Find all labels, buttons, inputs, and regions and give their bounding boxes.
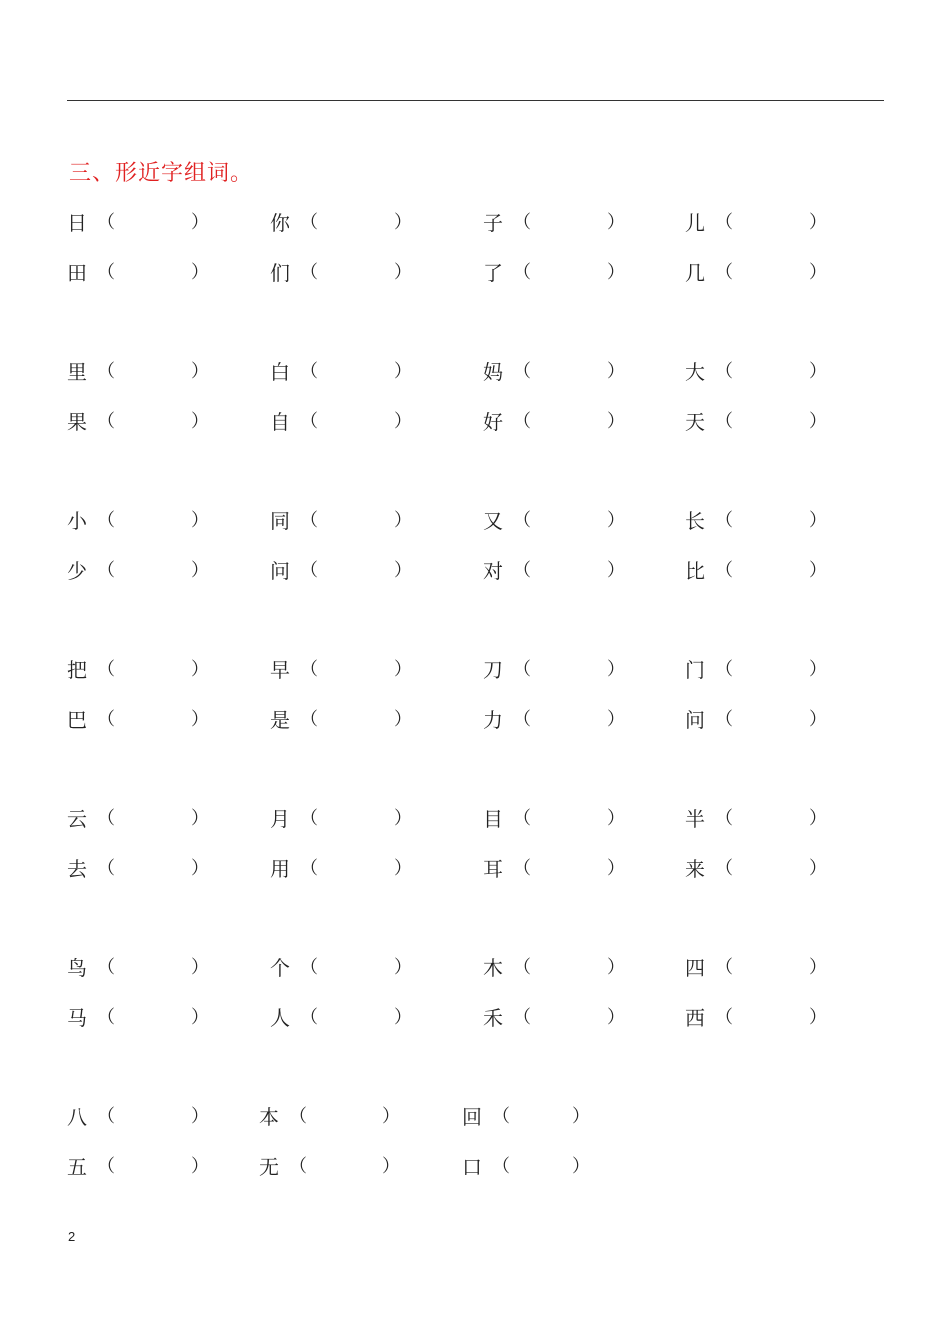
word-item [483, 655, 623, 685]
open-paren: （ [97, 560, 115, 581]
word-item [483, 705, 623, 735]
close-paren: ） [394, 262, 412, 283]
close-paren: ） [572, 1156, 590, 1177]
close-paren: ） [572, 1106, 590, 1127]
word-character: 西 [685, 1006, 705, 1030]
close-paren: ） [809, 957, 827, 978]
word-item [270, 357, 410, 387]
open-paren: （ [300, 212, 318, 233]
word-character: 来 [685, 857, 705, 881]
close-paren: ） [607, 709, 625, 730]
open-paren: （ [513, 560, 531, 581]
close-paren: ） [809, 510, 827, 531]
word-character: 是 [270, 708, 290, 732]
open-paren: （ [513, 808, 531, 829]
word-character: 人 [270, 1006, 290, 1030]
close-paren: ） [191, 361, 209, 382]
close-paren: ） [809, 560, 827, 581]
word-character: 儿 [685, 211, 705, 235]
open-paren: （ [715, 361, 733, 382]
word-character: 五 [67, 1155, 87, 1179]
open-paren: （ [300, 808, 318, 829]
word-character: 耳 [483, 857, 503, 881]
close-paren: ） [607, 361, 625, 382]
close-paren: ） [607, 212, 625, 233]
section-title: 三、形近字组词。 [69, 161, 254, 186]
close-paren: ） [394, 510, 412, 531]
word-character: 自 [270, 410, 290, 434]
word-item [67, 1003, 207, 1033]
word-character: 你 [270, 211, 290, 235]
open-paren: （ [97, 659, 115, 680]
word-item [483, 357, 623, 387]
close-paren: ） [191, 808, 209, 829]
word-character: 问 [270, 559, 290, 583]
word-item [270, 506, 410, 536]
close-paren: ） [809, 411, 827, 432]
open-paren: （ [513, 212, 531, 233]
close-paren: ） [394, 659, 412, 680]
word-character: 去 [67, 857, 87, 881]
open-paren: （ [300, 560, 318, 581]
word-character: 天 [685, 410, 705, 434]
close-paren: ） [191, 1106, 209, 1127]
open-paren: （ [513, 262, 531, 283]
open-paren: （ [715, 709, 733, 730]
word-item [685, 804, 825, 834]
close-paren: ） [394, 560, 412, 581]
open-paren: （ [300, 361, 318, 382]
word-character: 白 [270, 360, 290, 384]
close-paren: ） [809, 212, 827, 233]
word-character: 同 [270, 509, 290, 533]
word-character: 目 [483, 807, 503, 831]
close-paren: ） [809, 659, 827, 680]
word-item [685, 208, 825, 238]
close-paren: ） [382, 1106, 400, 1127]
word-item [259, 1152, 399, 1182]
open-paren: （ [300, 1007, 318, 1028]
word-character: 小 [67, 509, 87, 533]
open-paren: （ [300, 411, 318, 432]
word-character: 对 [483, 559, 503, 583]
open-paren: （ [300, 659, 318, 680]
open-paren: （ [715, 1007, 733, 1028]
open-paren: （ [300, 957, 318, 978]
word-character: 少 [67, 559, 87, 583]
open-paren: （ [97, 1007, 115, 1028]
word-item [483, 258, 623, 288]
open-paren: （ [97, 361, 115, 382]
word-item [685, 705, 825, 735]
word-item [270, 705, 410, 735]
open-paren: （ [513, 709, 531, 730]
open-paren: （ [289, 1106, 307, 1127]
word-item [270, 1003, 410, 1033]
open-paren: （ [97, 411, 115, 432]
open-paren: （ [513, 957, 531, 978]
open-paren: （ [513, 858, 531, 879]
word-character: 比 [685, 559, 705, 583]
word-character: 马 [67, 1006, 87, 1030]
close-paren: ） [191, 957, 209, 978]
open-paren: （ [97, 709, 115, 730]
word-character: 长 [685, 509, 705, 533]
word-item [483, 407, 623, 437]
word-character: 田 [67, 261, 87, 285]
open-paren: （ [300, 858, 318, 879]
word-item [270, 556, 410, 586]
open-paren: （ [300, 709, 318, 730]
open-paren: （ [513, 659, 531, 680]
close-paren: ） [607, 411, 625, 432]
page-number: 2 [68, 1229, 76, 1244]
open-paren: （ [513, 361, 531, 382]
word-character: 早 [270, 658, 290, 682]
word-item [483, 953, 623, 983]
open-paren: （ [513, 1007, 531, 1028]
close-paren: ） [191, 709, 209, 730]
word-item [483, 1003, 623, 1033]
open-paren: （ [513, 510, 531, 531]
word-item [685, 357, 825, 387]
open-paren: （ [300, 510, 318, 531]
word-item [67, 506, 207, 536]
word-item [67, 407, 207, 437]
open-paren: （ [715, 510, 733, 531]
close-paren: ） [607, 560, 625, 581]
word-item [685, 854, 825, 884]
word-character: 月 [270, 807, 290, 831]
close-paren: ） [191, 262, 209, 283]
word-character: 大 [685, 360, 705, 384]
close-paren: ） [394, 1007, 412, 1028]
word-item [259, 1102, 399, 1132]
word-item [685, 953, 825, 983]
word-character: 口 [462, 1155, 482, 1179]
word-item [270, 407, 410, 437]
word-character: 无 [259, 1155, 279, 1179]
word-character: 好 [483, 410, 503, 434]
open-paren: （ [715, 262, 733, 283]
word-character: 力 [483, 708, 503, 732]
word-item [685, 407, 825, 437]
open-paren: （ [715, 808, 733, 829]
close-paren: ） [394, 957, 412, 978]
word-item [67, 357, 207, 387]
open-paren: （ [97, 1156, 115, 1177]
word-character: 鸟 [67, 956, 87, 980]
close-paren: ） [607, 262, 625, 283]
word-character: 日 [67, 211, 87, 235]
close-paren: ） [394, 411, 412, 432]
word-item [462, 1152, 602, 1182]
word-item [67, 655, 207, 685]
word-item [483, 804, 623, 834]
word-character: 禾 [483, 1006, 503, 1030]
word-character: 了 [483, 261, 503, 285]
word-item [270, 208, 410, 238]
word-character: 们 [270, 261, 290, 285]
open-paren: （ [492, 1156, 510, 1177]
close-paren: ） [394, 361, 412, 382]
word-character: 子 [483, 211, 503, 235]
word-item [270, 804, 410, 834]
close-paren: ） [607, 510, 625, 531]
word-character: 又 [483, 509, 503, 533]
open-paren: （ [97, 957, 115, 978]
open-paren: （ [715, 212, 733, 233]
open-paren: （ [715, 659, 733, 680]
word-item [67, 804, 207, 834]
word-character: 云 [67, 807, 87, 831]
open-paren: （ [97, 1106, 115, 1127]
word-item [67, 1152, 207, 1182]
word-item [685, 1003, 825, 1033]
word-item [67, 258, 207, 288]
word-item [67, 556, 207, 586]
close-paren: ） [809, 858, 827, 879]
word-item [685, 556, 825, 586]
close-paren: ） [607, 957, 625, 978]
close-paren: ） [191, 1156, 209, 1177]
open-paren: （ [289, 1156, 307, 1177]
word-character: 回 [462, 1105, 482, 1129]
close-paren: ） [607, 858, 625, 879]
word-item [270, 655, 410, 685]
word-item [462, 1102, 602, 1132]
close-paren: ） [394, 709, 412, 730]
close-paren: ） [191, 212, 209, 233]
word-character: 问 [685, 708, 705, 732]
word-item [483, 208, 623, 238]
word-character: 妈 [483, 360, 503, 384]
word-item [67, 208, 207, 238]
close-paren: ） [191, 858, 209, 879]
open-paren: （ [97, 510, 115, 531]
close-paren: ） [809, 709, 827, 730]
word-item [483, 506, 623, 536]
open-paren: （ [715, 560, 733, 581]
word-item [685, 655, 825, 685]
word-item [270, 953, 410, 983]
word-character: 巴 [67, 708, 87, 732]
word-item [270, 854, 410, 884]
open-paren: （ [715, 411, 733, 432]
close-paren: ） [191, 560, 209, 581]
open-paren: （ [715, 858, 733, 879]
close-paren: ） [394, 858, 412, 879]
open-paren: （ [513, 411, 531, 432]
word-character: 四 [685, 956, 705, 980]
close-paren: ） [191, 411, 209, 432]
word-item [483, 556, 623, 586]
word-character: 本 [259, 1105, 279, 1129]
close-paren: ） [191, 659, 209, 680]
word-character: 果 [67, 410, 87, 434]
word-character: 刀 [483, 658, 503, 682]
word-item [685, 258, 825, 288]
word-item [483, 854, 623, 884]
word-character: 门 [685, 658, 705, 682]
word-character: 木 [483, 956, 503, 980]
close-paren: ） [607, 1007, 625, 1028]
word-character: 用 [270, 857, 290, 881]
word-item [685, 506, 825, 536]
close-paren: ） [607, 808, 625, 829]
close-paren: ） [382, 1156, 400, 1177]
word-character: 几 [685, 261, 705, 285]
open-paren: （ [300, 262, 318, 283]
close-paren: ） [607, 659, 625, 680]
header-rule [67, 100, 884, 101]
close-paren: ） [191, 510, 209, 531]
open-paren: （ [97, 212, 115, 233]
open-paren: （ [97, 808, 115, 829]
close-paren: ） [809, 361, 827, 382]
open-paren: （ [97, 262, 115, 283]
word-character: 里 [67, 360, 87, 384]
word-item [270, 258, 410, 288]
close-paren: ） [394, 808, 412, 829]
close-paren: ） [191, 1007, 209, 1028]
close-paren: ） [809, 262, 827, 283]
close-paren: ） [394, 212, 412, 233]
open-paren: （ [492, 1106, 510, 1127]
word-item [67, 953, 207, 983]
open-paren: （ [715, 957, 733, 978]
open-paren: （ [97, 858, 115, 879]
close-paren: ） [809, 1007, 827, 1028]
word-item [67, 705, 207, 735]
word-character: 八 [67, 1105, 87, 1129]
close-paren: ） [809, 808, 827, 829]
word-character: 个 [270, 956, 290, 980]
word-character: 把 [67, 658, 87, 682]
word-item [67, 1102, 207, 1132]
word-character: 半 [685, 807, 705, 831]
word-item [67, 854, 207, 884]
